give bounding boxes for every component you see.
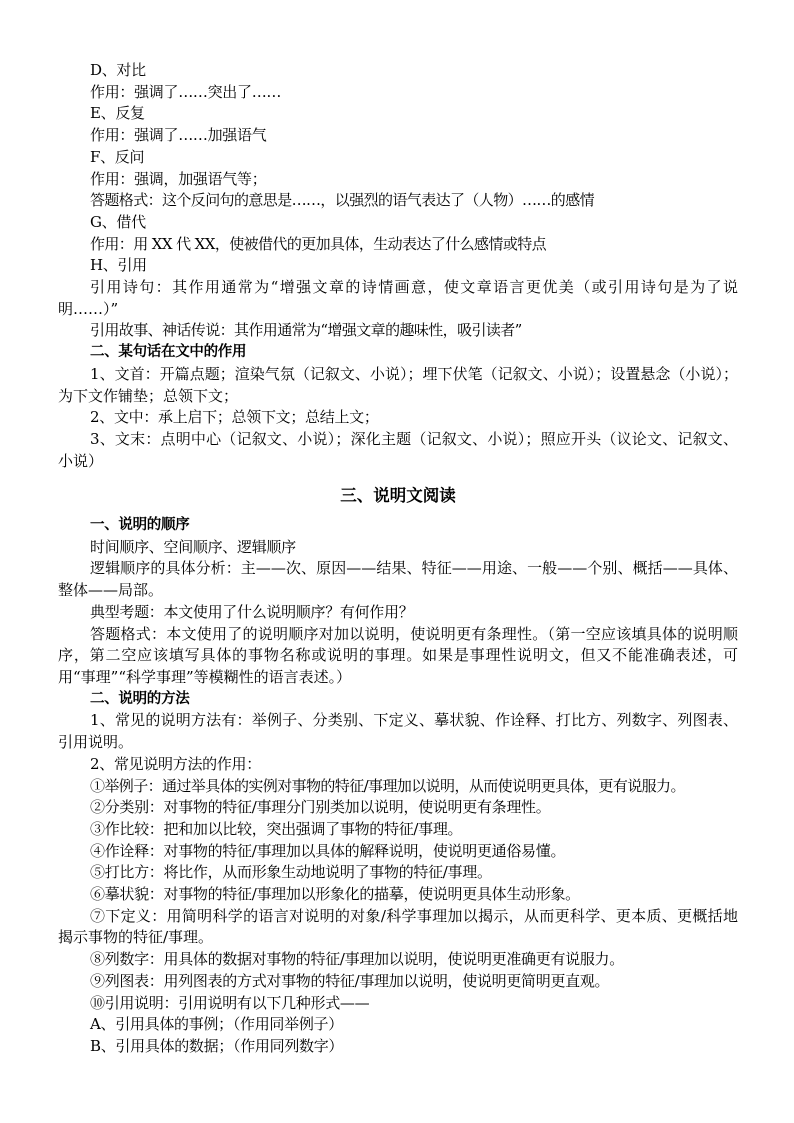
rhetoric-e-effect: 作用：强调了……加强语气 (90, 126, 267, 145)
method-explain: ④作诠释：对事物的特征/事理加以具体的解释说明，使说明更通俗易懂。 (90, 841, 566, 860)
citation-b: B、引用具体的数据；（作用同列数字） (90, 1036, 344, 1055)
rhetoric-d-effect: 作用：强调了……突出了…… (90, 82, 282, 101)
sentence-role-beginning: 1、文首：开篇点题；渲染气氛（记叙文、小说）；埋下伏笔（记叙文、小说）；设置悬念（小说）；为下文作铺垫；总领下文； (58, 364, 738, 405)
method-define: ⑦下定义：用简明科学的语言对说明的对象/科学事理加以揭示，从而更科学、更本质、更概括地揭示事物的特征/事理。 (58, 906, 738, 947)
rhetoric-f-effect: 作用：强调，加强语气等； (90, 169, 267, 188)
rhetoric-f-format: 答题格式：这个反问句的意思是……，以强烈的语气表达了（人物）……的感情 (90, 191, 595, 210)
method-charts: ⑨列图表：用列图表的方式对事物的特征/事理加以说明，使说明更简明更直观。 (90, 971, 610, 990)
rhetoric-h-story: 引用故事、神话传说：其作用通常为“增强文章的趣味性，吸引读者” (90, 321, 522, 340)
sentence-role-heading: 二、某句话在文中的作用 (90, 344, 247, 361)
page-content (58, 60, 738, 1058)
method-compare: ③作比较：把和加以比较，突出强调了事物的特征/事理。 (90, 819, 463, 838)
rhetoric-d-label: D、对比 (90, 61, 146, 79)
rhetoric-h-label: H、引用 (90, 256, 147, 275)
method-heading: 二、说明的方法 (90, 690, 190, 707)
rhetoric-e-label: E、反复 (90, 104, 145, 123)
order-heading: 一、说明的顺序 (90, 517, 190, 534)
method-metaphor: ⑤打比方：将比作，从而形象生动地说明了事物的特征/事理。 (90, 863, 492, 882)
method-numbers: ⑧列数字：用具体的数据对事物的特征/事理加以说明，使说明更准确更有说服力。 (90, 950, 624, 969)
order-question: 典型考题：本文使用了什么说明顺序？有何作用？ (90, 602, 414, 621)
method-classify: ②分类别：对事物的特征/事理分门别类加以说明，使说明更有条理性。 (90, 798, 551, 817)
rhetoric-f-label: F、反问 (90, 147, 145, 166)
sentence-role-middle: 2、文中：承上启下；总领下文；总结上文； (90, 408, 379, 427)
order-answer: 答题格式：本文使用了的说明顺序对加以说明，使说明更有条理性。（第一空应该填具体的说明顺序，第二空应该填写具体的事物名称或说明的事理。如果是事理性说明文，但又不能准确表述，可用“事理”“科学事理”等模糊性的语言表述。） (58, 624, 738, 686)
method-example: ①举例子：通过举具体的实例对事物的特征/事理加以说明，从而使说明更具体，更有说服力。 (90, 776, 685, 795)
rhetoric-g-label: G、借代 (90, 212, 146, 231)
order-types: 时间顺序、空间顺序、逻辑顺序 (90, 537, 296, 556)
method-effects-heading: 2、常见说明方法的作用： (90, 754, 261, 773)
rhetoric-g-effect: 作用：用 XX 代 XX，使被借代的更加具体，生动表达了什么感情或特点 (90, 234, 547, 253)
method-citation: ⑩引用说明：引用说明有以下几种形式—— (90, 993, 370, 1012)
rhetoric-h-poem: 引用诗句：其作用通常为“增强文章的诗情画意，使文章语言更优美（或引用诗句是为了说明……）” (58, 278, 738, 318)
sentence-role-end: 3、文末：点明中心（记叙文、小说）；深化主题（记叙文、小说）；照应开头（议论文、记叙文、小说） (58, 429, 738, 470)
order-logic: 逻辑顺序的具体分析：主——次、原因——结果、特征——用途、一般——个别、概括——具体、整体——局部。 (58, 559, 738, 600)
expository-title: 三、说明文阅读 (340, 486, 456, 506)
method-list: 1、常见的说明方法有：举例子、分类别、下定义、摹状貌、作诠释、打比方、列数字、列图表、引用说明。 (58, 711, 738, 752)
method-describe: ⑥摹状貌：对事物的特征/事理加以形象化的描摹，使说明更具体生动形象。 (90, 885, 580, 904)
citation-a: A、引用具体的事例；（作用同举例子） (90, 1015, 343, 1034)
